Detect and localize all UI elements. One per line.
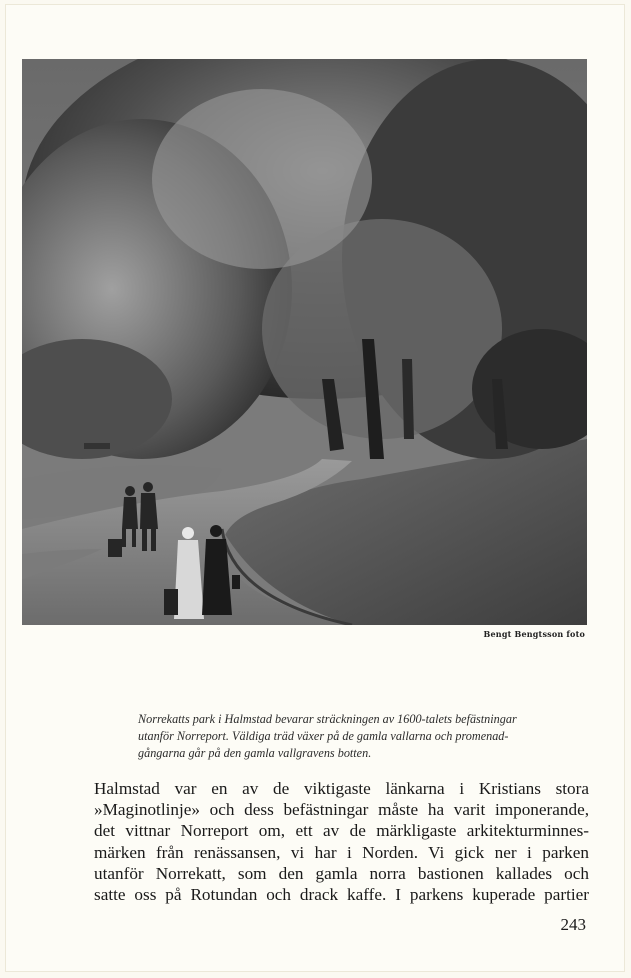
caption-line: gångarna går på den gamla vallgravens botten.: [138, 746, 372, 760]
body-line: Halmstad var en av de viktigaste länkarna i Kristians stora: [94, 779, 589, 798]
body-paragraph: [94, 778, 589, 905]
body-line: satte oss på Rotundan och drack kaffe. I parkens kuperade partier: [94, 885, 589, 905]
caption-line: Norrekatts park i Halmstad bevarar sträckningen av 1600-talets befästningar: [138, 712, 517, 726]
book-page: [5, 4, 625, 972]
body-line: utanför Norrekatt, som den gamla norra bastionen kallades och: [94, 863, 589, 883]
photo-caption: [138, 711, 588, 762]
caption-line: utanför Norreport. Väldiga träd växer på de gamla vallarna och promenad-: [138, 729, 509, 743]
park-photo-illustration: [22, 59, 587, 625]
photo-credit: Bengt Bengtsson foto: [483, 629, 585, 639]
park-photograph: [22, 59, 587, 625]
body-line: märken från renässansen, vi har i Norden. Vi gick ner i parken: [94, 842, 589, 862]
page-number: 243: [560, 915, 586, 934]
body-line: det vittnar Norreport om, ett av de märkligaste arkitekturminnes-: [94, 821, 589, 841]
body-line: »Maginotlinje» och dess befästningar måste ha varit imponerande,: [94, 800, 589, 820]
